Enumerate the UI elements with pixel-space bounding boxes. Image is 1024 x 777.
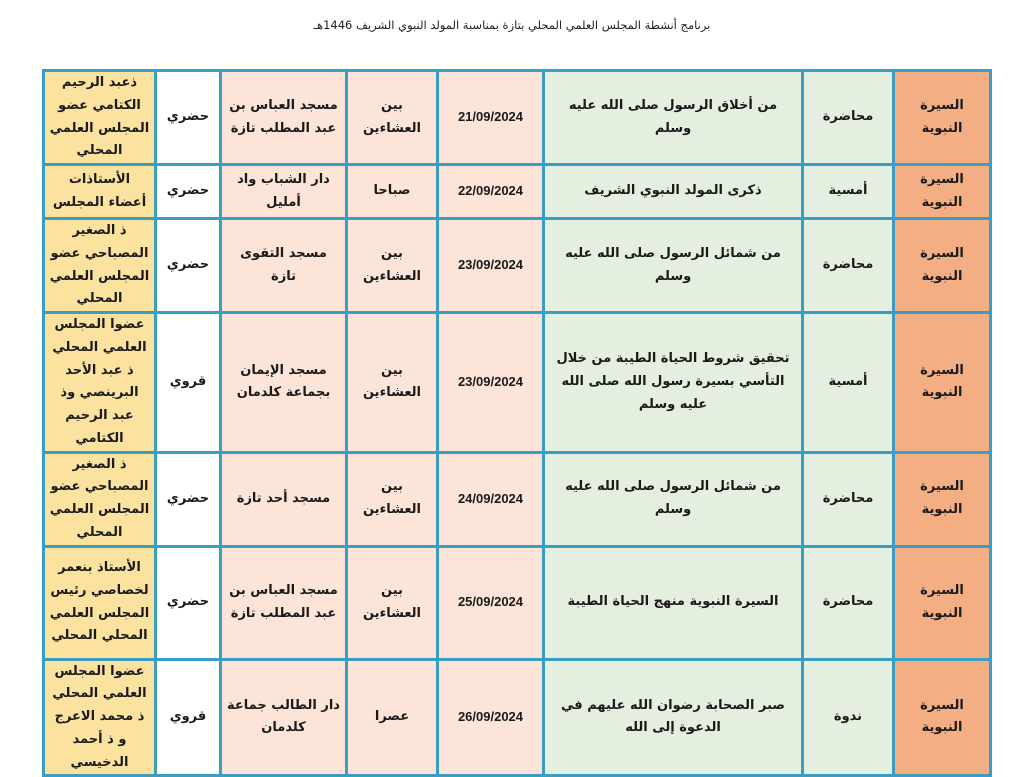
table-row [44, 219, 991, 313]
speaker-cell: ذعبد الرحيم الكتامي عضو المجلس العلمي المحلي [44, 71, 156, 165]
venue-cell: مسجد العباس بن عبد المطلب تازة [221, 71, 347, 165]
speaker-cell: الأستاذات أعضاء المجلس [44, 165, 156, 219]
activity-type-cell: أمسية [803, 313, 894, 453]
table-row [44, 452, 991, 546]
activity-type-cell: محاضرة [803, 71, 894, 165]
table-row [44, 165, 991, 219]
category-cell: السيرة النبوية [894, 546, 991, 659]
table-row [44, 313, 991, 453]
activities-schedule-table [42, 69, 992, 777]
table-row [44, 546, 991, 659]
date-cell: 23/09/2024 [438, 313, 544, 453]
time-cell: بين العشاءين [347, 313, 438, 453]
area-type-cell: حضري [156, 452, 221, 546]
category-cell: السيرة النبوية [894, 659, 991, 776]
topic-cell: ذكرى المولد النبوي الشريف [544, 165, 803, 219]
table-row [44, 659, 991, 776]
category-cell: السيرة النبوية [894, 313, 991, 453]
time-cell: عصرا [347, 659, 438, 776]
document-title: برنامج أنشطة المجلس العلمي المحلي بتازة بمناسبة المولد النبوي الشريف 1446هـ [313, 18, 711, 32]
date-cell: 24/09/2024 [438, 452, 544, 546]
activity-type-cell: محاضرة [803, 452, 894, 546]
speaker-cell: ذ الصغير المصباحي عضو المجلس العلمي المحلي [44, 452, 156, 546]
date-cell: 25/09/2024 [438, 546, 544, 659]
speaker-cell: ذ الصغير المصباحي عضو المجلس العلمي المحلي [44, 219, 156, 313]
category-cell: السيرة النبوية [894, 71, 991, 165]
time-cell: صباحا [347, 165, 438, 219]
activity-type-cell: محاضرة [803, 219, 894, 313]
venue-cell: مسجد العباس بن عبد المطلب تازة [221, 546, 347, 659]
topic-cell: من شمائل الرسول صلى الله عليه وسلم [544, 219, 803, 313]
topic-cell: صبر الصحابة رضوان الله عليهم في الدعوة إلى الله [544, 659, 803, 776]
area-type-cell: حضري [156, 219, 221, 313]
venue-cell: مسجد التقوى تازة [221, 219, 347, 313]
area-type-cell: قروي [156, 659, 221, 776]
venue-cell: مسجد الإيمان بجماعة كلدمان [221, 313, 347, 453]
topic-cell: من أخلاق الرسول صلى الله عليه وسلم [544, 71, 803, 165]
topic-cell: من شمائل الرسول صلى الله عليه وسلم [544, 452, 803, 546]
area-type-cell: حضري [156, 546, 221, 659]
category-cell: السيرة النبوية [894, 452, 991, 546]
activity-type-cell: محاضرة [803, 546, 894, 659]
speaker-cell: عضوا المجلس العلمي المحلي ذ عبد الأحد البرينصي وذ عبد الرحيم الكتامي [44, 313, 156, 453]
venue-cell: مسجد أحد تازة [221, 452, 347, 546]
speaker-cell: عضوا المجلس العلمي المحلي ذ محمد الاعرج و ذ أحمد الدخيسي [44, 659, 156, 776]
category-cell: السيرة النبوية [894, 219, 991, 313]
date-cell: 23/09/2024 [438, 219, 544, 313]
time-cell: بين العشاءين [347, 219, 438, 313]
activity-type-cell: أمسية [803, 165, 894, 219]
area-type-cell: قروي [156, 313, 221, 453]
speaker-cell: الأستاذ بنعمر لخصاصي رئيس المجلس العلمي المحلي المحلي [44, 546, 156, 659]
date-cell: 21/09/2024 [438, 71, 544, 165]
date-cell: 22/09/2024 [438, 165, 544, 219]
topic-cell: تحقيق شروط الحياة الطيبة من خلال التأسي بسيرة رسول الله صلى الله عليه وسلم [544, 313, 803, 453]
venue-cell: دار الشباب واد أمليل [221, 165, 347, 219]
time-cell: بين العشاءين [347, 71, 438, 165]
venue-cell: دار الطالب جماعة كلدمان [221, 659, 347, 776]
area-type-cell: حضري [156, 71, 221, 165]
time-cell: بين العشاءين [347, 546, 438, 659]
area-type-cell: حضري [156, 165, 221, 219]
category-cell: السيرة النبوية [894, 165, 991, 219]
topic-cell: السيرة النبوية منهج الحياة الطيبة [544, 546, 803, 659]
date-cell: 26/09/2024 [438, 659, 544, 776]
table-row [44, 71, 991, 165]
activity-type-cell: ندوة [803, 659, 894, 776]
time-cell: بين العشاءين [347, 452, 438, 546]
